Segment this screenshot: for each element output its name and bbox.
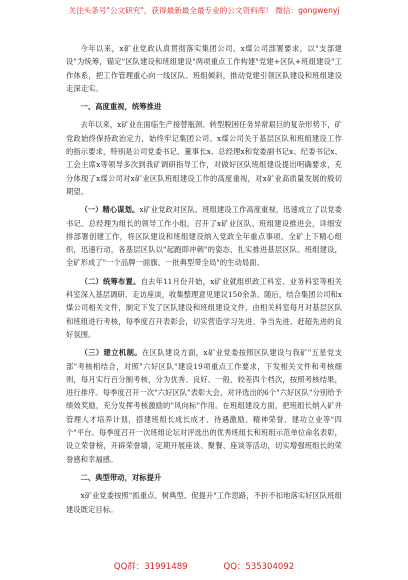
paragraph-3-text: 自去年11月份开始，x矿业就组织政工科室、业务科室等相关科室深入基层调研、走访座谈，收集整理意见建议150余条。随后，结合集团公司和x煤公司相关文件，制定下发了区队建设和班组建设文件，由相关科室每月对基层区队和班组进行考核，每季度召开表彰会，切实营造学习先进、争当先进、赶超先进的良好氛围。 [66,276,342,339]
paragraph-5: x矿业党委按照"抓重点、树典型、促提升"工作思路，不折不扣地落实好区队班组建设既定目标。 [66,491,342,514]
promo-banner: 关注头条号"公文研究"，获得最新最全最专业的公文资料库！ 微信：gongwenyj [68,6,340,15]
intro-paragraph: 今年以来，x矿业党政认真贯彻落实集团公司、x煤公司部署要求，以"支部建设"为统筹，锚定"区队建设和班组建设"两项重点工作构建"党建+区队+班组建设"工作体系，把工作管理重心向一线区队、班组倾斜，推动党建引领区队建设和班组建设走深走实。 [66,44,342,93]
paragraph-2 [66,203,342,269]
paragraph-4-lead: （三）建立机制。 [80,348,142,358]
qq-number-text: QQ：535304092 [223,562,295,572]
paragraph-3-lead: （二）统筹布置。 [80,276,141,286]
paragraph-2-text: x矿业党政对区队、班组建设工作高度重视，迅速成立了以党委书记、总经理为组长的领导工作小组，召开了x矿业区队、班组建设推进会，详细安排部署创建工作，将区队建设和班组建设纳入党政全年重点事项。全矿上下精心组织，迅速行动，各基层区队以"起跑即冲刺"的姿态，扎实推进基层区队、班组建设，全矿形成了"一个品牌一面旗、一批典型带全局"的生动局面。 [66,205,342,268]
contact-footer [0,560,408,572]
paragraph-3 [66,275,342,341]
paragraph-1: 去年以来，x矿业在面临生产接替瓶颈、转型脱困任务异常艰巨的复杂形势下，矿党政始终保持政治定力，始终牢记集团公司、x煤公司关于基层区队和班组建设工作的指示要求，特别是公司党委书记、董事长x、总经理x和党委副书记x、纪委书记x、工会主席x等领导多次到我矿调研指导工作，对做好区队班组建设提出明确要求，充分体现了x煤公司对x矿业区队班组建设工作的高度重视，对x矿业高质量发展的殷切期望。 [66,120,342,196]
document-body [66,42,342,516]
paragraph-4-text: 在区队建设方面，x矿业党委按照区队建设与我矿"五星党支部"考核相结合，对照"六好区队"建设19项重点工作要求，下发相关文件和考核细则，每月实行百分制考核，分为优秀、良好、一般、较差四个档次，按照考核结果，进行排序。每季度召开一次"六好区队"表彰大会，对评选出的6个"六好区队"分别给予绩效奖励，充分发挥考核激励的"风向标"作用。在班组建设方面，把班组长纳入矿井管理人才培养计划，搭建班组长成长成才、待遇激励、精神荣誉、建功立业等"四个"平台。每季度召开一次班组论坛对评选出的优秀班组长和班组示范单位命名表彰，设立荣誉榜，开辟荣誉墙，定期开展座谈、聚餐、座谈等活动，切实增强班组长的荣誉感和幸福感。 [66,348,342,464]
paragraph-2-lead: （一）精心谋划。 [80,205,140,215]
qq-group-text: QQ群：31991489 [113,562,188,572]
paragraph-4 [66,346,342,466]
section-heading-2: 二、典型带动，对标提升 [80,472,162,482]
section-heading-1: 一、高度重视，统筹推进 [80,102,162,112]
